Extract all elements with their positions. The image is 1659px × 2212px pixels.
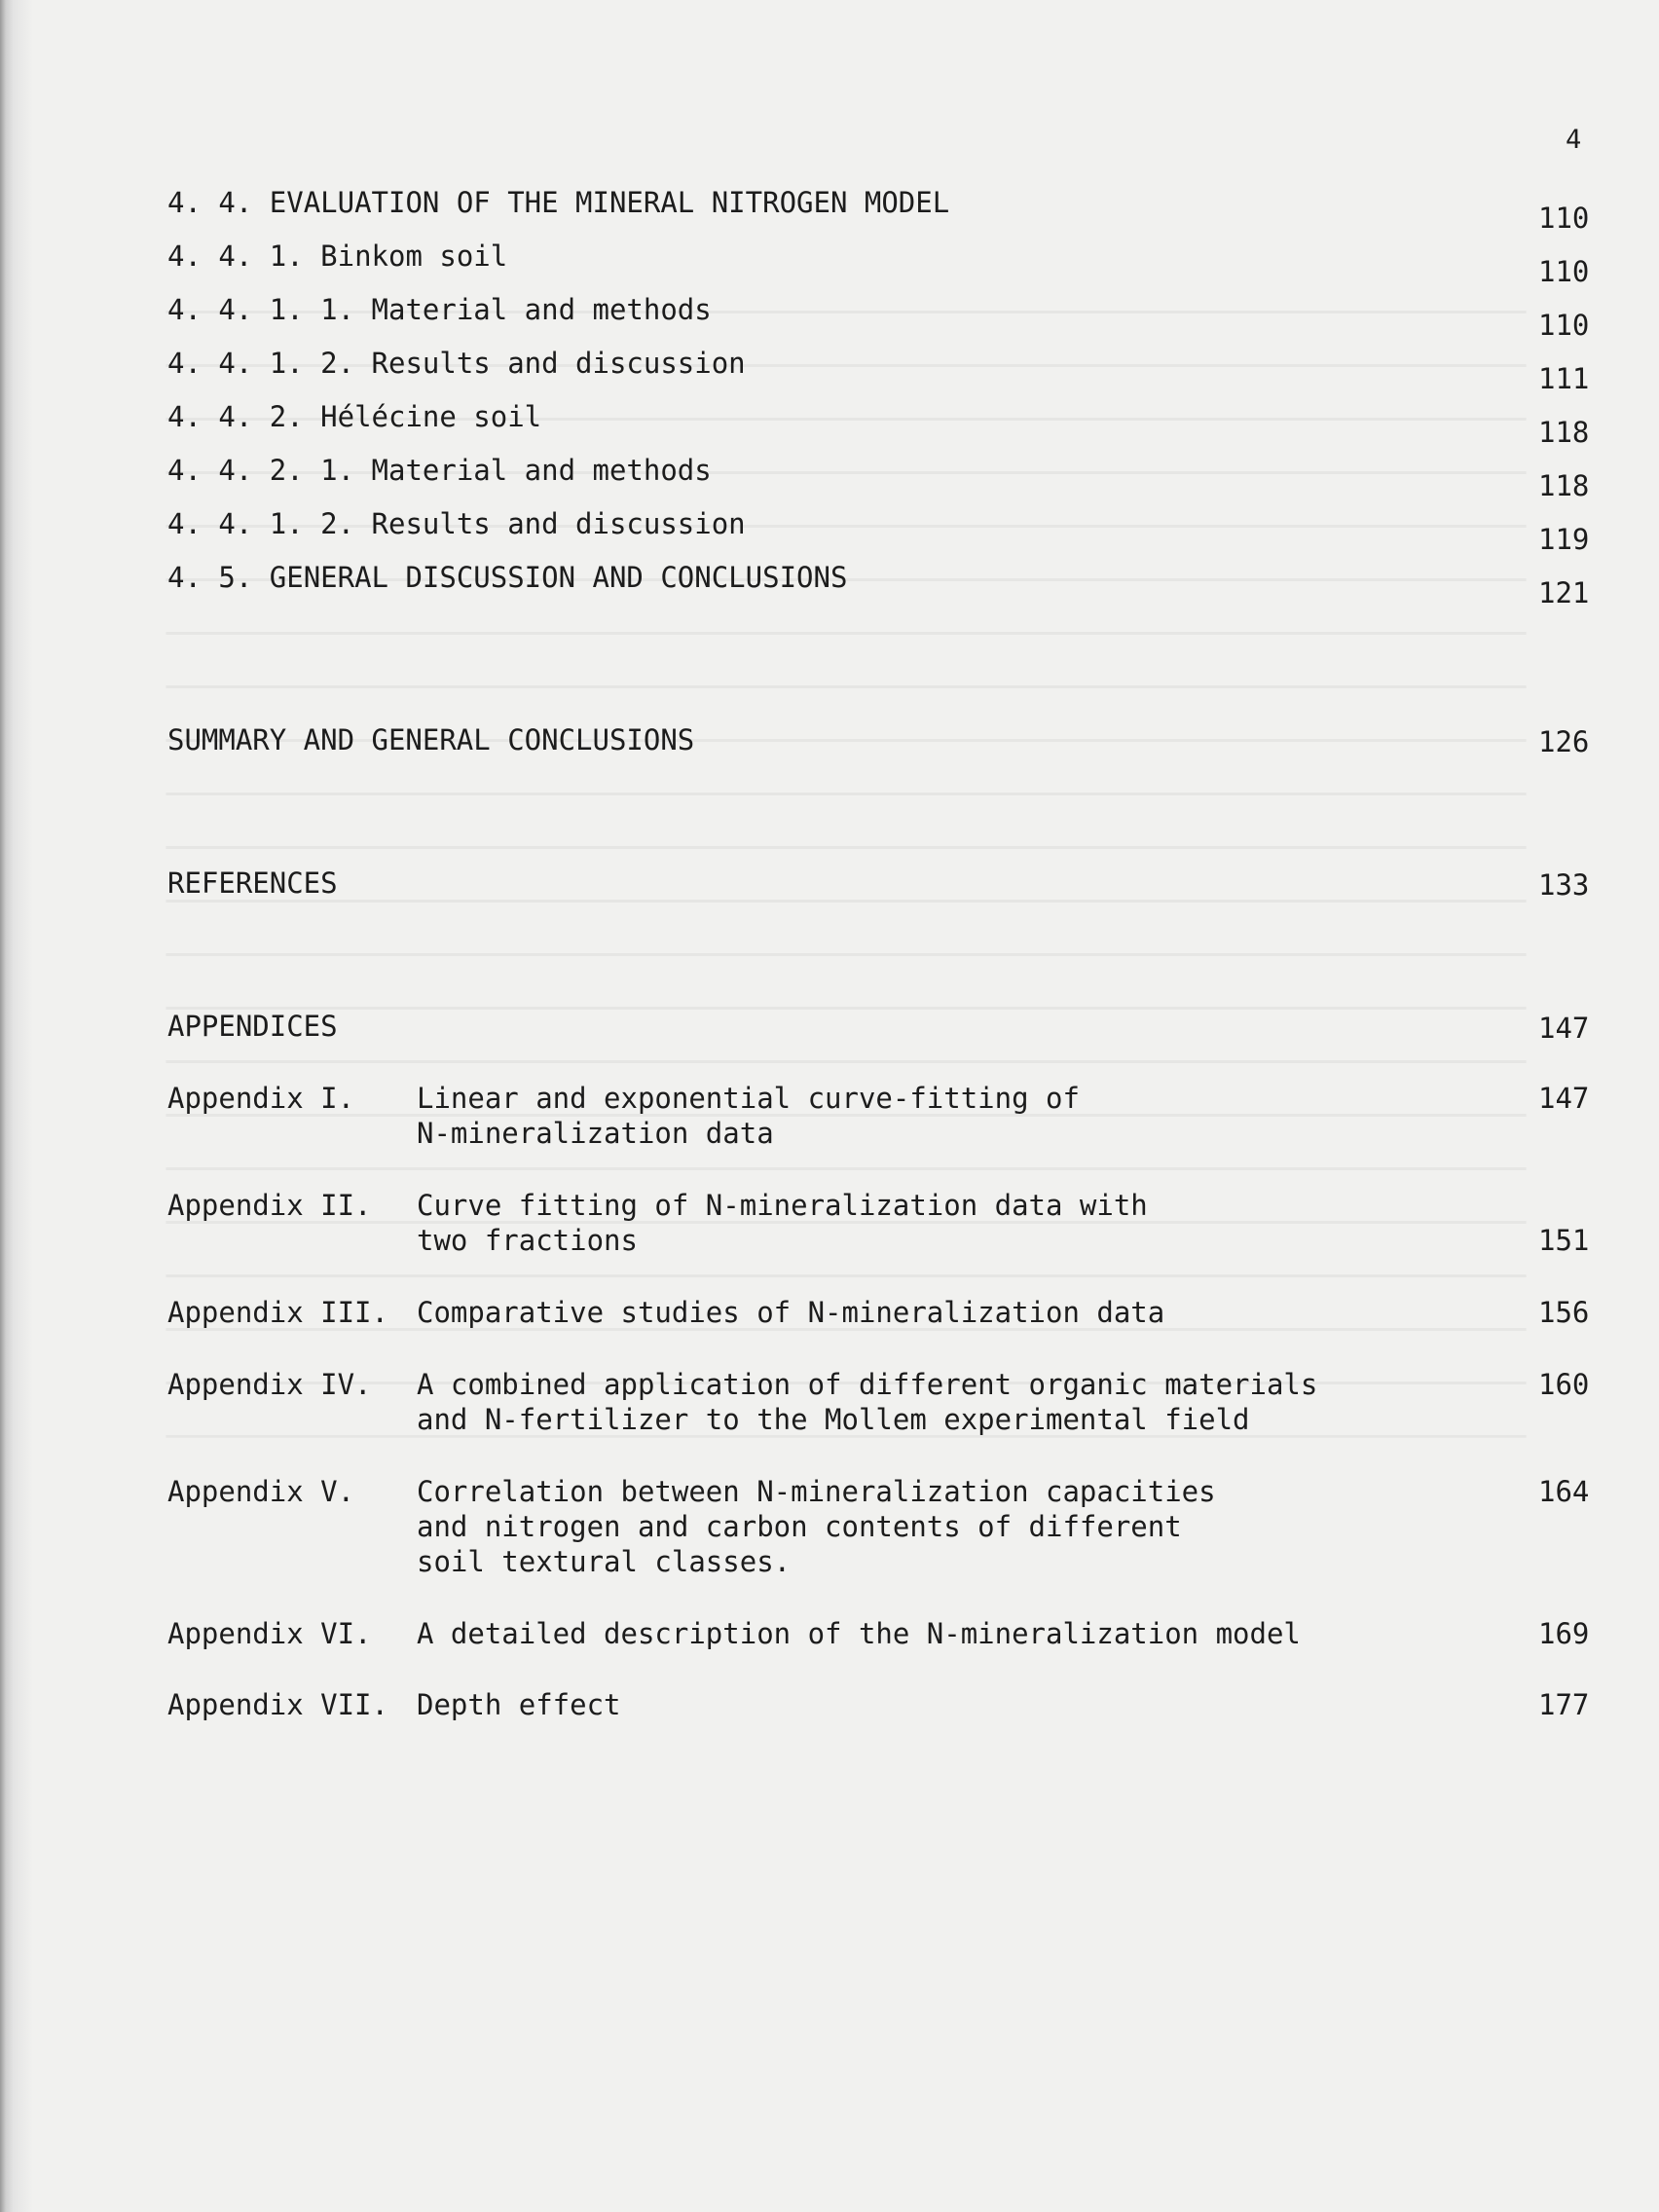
toc-title: Results and discussion — [371, 347, 746, 380]
toc-number: 4. 4. 2. 1. — [167, 454, 355, 487]
appendix-label: Appendix I. — [167, 1082, 355, 1115]
appendix-label: Appendix VI. — [167, 1617, 372, 1650]
toc-page: 110 — [1538, 255, 1590, 288]
appendix-page: 169 — [1538, 1617, 1590, 1650]
appendix-page: 160 — [1538, 1368, 1590, 1401]
toc-entry — [167, 185, 1590, 235]
appendix-description — [417, 1687, 1390, 1722]
toc-entry — [167, 346, 1590, 395]
section-references — [167, 866, 1589, 904]
appendix-line: two fractions — [417, 1224, 638, 1257]
appendix-line: A detailed description of the N-mineralization model — [417, 1617, 1301, 1650]
appendix-line: and nitrogen and carbon contents of different — [417, 1510, 1182, 1543]
section-title: SUMMARY AND GENERAL CONCLUSIONS — [167, 723, 695, 756]
toc-number: 4. 4. 1. 1. — [167, 293, 355, 326]
appendix-line: A combined application of different organic materials — [417, 1368, 1318, 1401]
toc-page: 118 — [1538, 416, 1590, 449]
toc-entry — [167, 506, 1590, 556]
appendix-page: 156 — [1538, 1296, 1590, 1329]
appendix-label: Appendix V. — [167, 1475, 355, 1508]
toc-entry — [167, 453, 1590, 502]
toc-entry — [167, 560, 1590, 609]
appendix-line: Depth effect — [417, 1688, 621, 1721]
section-page: 126 — [1538, 725, 1590, 758]
toc-number: 4. 4. 2. — [167, 400, 304, 433]
appendix-description — [417, 1081, 1390, 1151]
appendix-line: Comparative studies of N-mineralization data — [417, 1296, 1165, 1329]
toc-title: EVALUATION OF THE MINERAL NITROGEN MODEL — [269, 186, 950, 219]
appendix-label: Appendix III. — [167, 1296, 388, 1329]
toc-number: 4. 4. 1. 2. — [167, 507, 355, 540]
toc-page: 110 — [1538, 309, 1590, 342]
appendix-line: and N-fertilizer to the Mollem experimental field — [417, 1403, 1250, 1436]
appendix-line: soil textural classes. — [417, 1545, 792, 1578]
appendix-line: N-mineralization data — [417, 1117, 774, 1150]
toc-number: 4. 4. 1. — [167, 240, 304, 273]
toc-entry — [167, 292, 1590, 342]
page-number: 4 — [1566, 125, 1582, 155]
toc-entry — [167, 239, 1590, 288]
appendix-label: Appendix II. — [167, 1189, 372, 1222]
toc-number: 4. 4. — [167, 186, 253, 219]
toc-title: Binkom soil — [320, 240, 508, 273]
toc-title: Material and methods — [371, 293, 712, 326]
appendix-label: Appendix VII. — [167, 1688, 388, 1721]
toc-number: 4. 5. — [167, 561, 253, 594]
section-summary — [167, 722, 1589, 761]
toc-page: 119 — [1538, 523, 1590, 556]
toc-entry — [167, 399, 1590, 449]
toc-number: 4. 4. 1. 2. — [167, 347, 355, 380]
section-title: APPENDICES — [167, 1010, 338, 1043]
appendix-description — [417, 1616, 1390, 1651]
toc-page: 121 — [1538, 576, 1590, 609]
appendix-line: Curve fitting of N-mineralization data with — [417, 1189, 1148, 1222]
appendix-page: 151 — [1538, 1224, 1590, 1257]
section-appendices — [167, 1009, 1589, 1048]
toc-title: Material and methods — [371, 454, 712, 487]
appendix-page: 164 — [1538, 1475, 1590, 1508]
appendix-description — [417, 1188, 1390, 1258]
appendix-description — [417, 1295, 1390, 1330]
appendix-label: Appendix IV. — [167, 1368, 372, 1401]
toc-page: 118 — [1538, 469, 1590, 502]
appendix-description — [417, 1367, 1390, 1437]
toc-page: 111 — [1538, 362, 1590, 395]
section-page: 133 — [1538, 868, 1590, 902]
toc-page: 110 — [1538, 202, 1590, 235]
section-page: 147 — [1538, 1012, 1590, 1045]
appendix-page: 177 — [1538, 1688, 1590, 1721]
section-title: REFERENCES — [167, 866, 338, 900]
appendix-page: 147 — [1538, 1082, 1590, 1115]
page-binding-shadow — [0, 0, 33, 2212]
toc-title: GENERAL DISCUSSION AND CONCLUSIONS — [269, 561, 848, 594]
toc-title: Hélécine soil — [320, 400, 542, 433]
appendix-line: Correlation between N-mineralization capacities — [417, 1475, 1216, 1508]
appendix-description — [417, 1474, 1390, 1579]
appendix-line: Linear and exponential curve-fitting of — [417, 1082, 1080, 1115]
toc-title: Results and discussion — [371, 507, 746, 540]
